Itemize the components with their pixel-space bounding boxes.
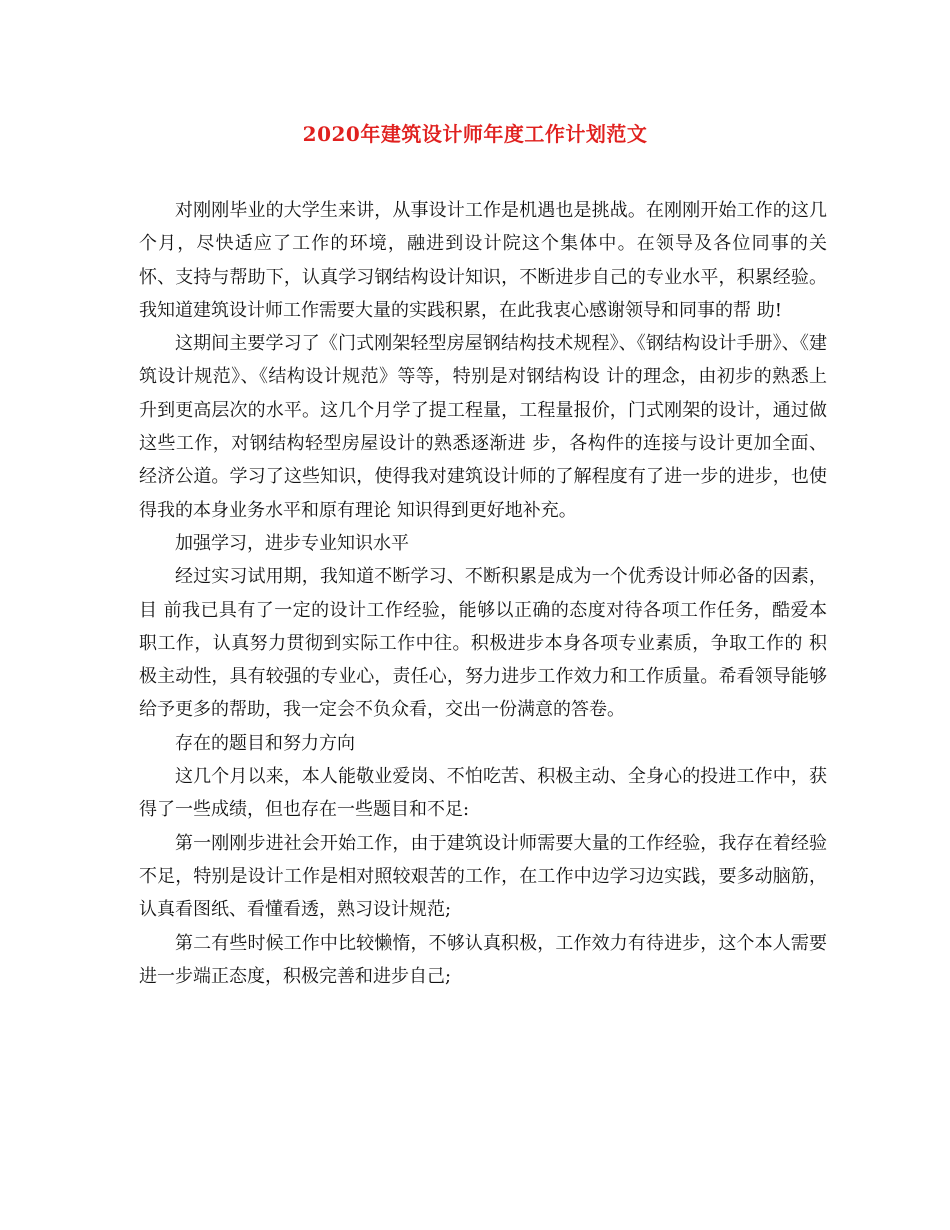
section-heading-problems: 存在的题目和努力方向 (175, 732, 355, 754)
paragraph-achievements: 这几个月以来，本人能敬业爱岗、不怕吃苦、积极主动、全身心的投进工作中，获得了一些成绩，但也存在一些题目和不足: (139, 766, 827, 821)
document-body (139, 194, 827, 993)
paragraph-study: 这期间主要学习了《门式刚架轻型房屋钢结构技术规程》、《钢结构设计手册》、《建筑设计规范》、《结构设计规范》等等，特别是对钢结构设 计的理念，由初步的熟悉上升到更高层次的水平。这几个月学了提工程量，工程量报价，门式刚架的设计，通过做这些工作，对钢结构轻型房屋设计的熟悉逐渐进 步，各构件的连接与设计更加全面、经济公道。学习了这些知识，使得我对建筑设计师的了解程度有了进一步的进步，也使得我的本身业务水平和原有理论 知识得到更好地补充。 (139, 333, 827, 521)
paragraph-problem-two: 第二有些时候工作中比较懒惰，不够认真积极，工作效力有待进步，这个本人需要进一步端正态度，积极完善和进步自己; (139, 932, 827, 987)
paragraph-problem-one: 第一刚刚步进社会开始工作，由于建筑设计师需要大量的工作经验，我存在着经验不足，特别是设计工作是相对照较艰苦的工作，在工作中边学习边实践，要多动脑筋，认真看图纸、看懂看透，熟习设计规范; (139, 832, 827, 921)
section-heading-learning: 加强学习，进步专业知识水平 (175, 532, 409, 554)
paragraph-intro: 对刚刚毕业的大学生来讲，从事设计工作是机遇也是挑战。在刚刚开始工作的这几个月，尽快适应了工作的环境，融进到设计院这个集体中。在领导及各位同事的关 怀、支持与帮助下，认真学习钢结构设计知识，不断进步自己的专业水平，积累经验。我知道建筑设计师工作需要大量的实践积累，在此我衷心感谢领导和同事的帮 助! (139, 200, 827, 321)
paragraph-probation: 经过实习试用期，我知道不断学习、不断积累是成为一个优秀设计师必备的因素，目 前我已具有了一定的设计工作经验，能够以正确的态度对待各项工作任务，酷爱本职工作，认真努力贯彻到实际工作中往。积极进步本身各项专业素质，争取工作的 积极主动性，具有较强的专业心，责任心，努力进步工作效力和工作质量。希看领导能够给予更多的帮助，我一定会不负众看，交出一份满意的答卷。 (139, 566, 827, 721)
document-title: 2020年建筑设计师年度工作计划范文 (302, 122, 648, 146)
